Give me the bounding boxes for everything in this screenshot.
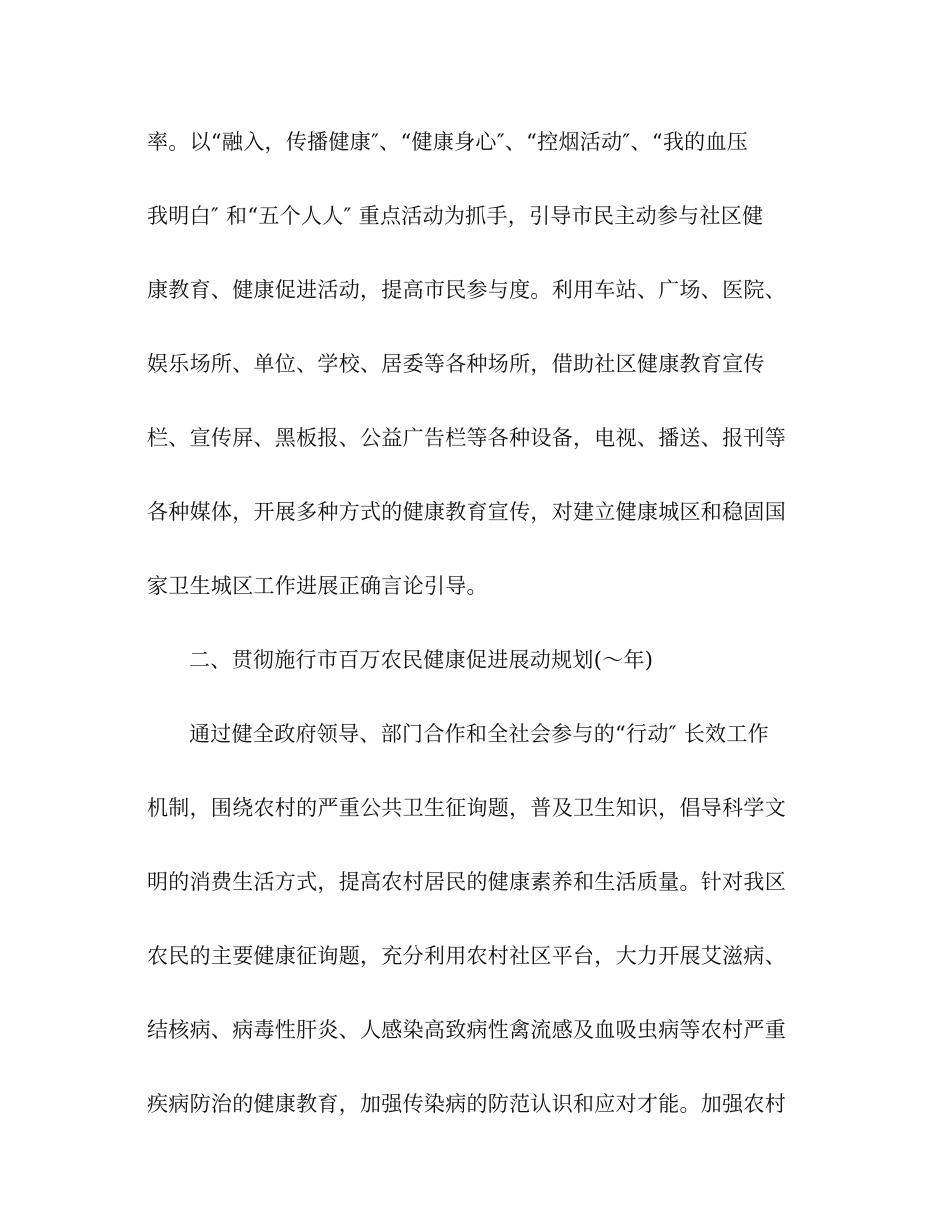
paragraph-first-line: 通过健全政府领导、部门合作和全社会参与的“行动″ 长效工作 [189,722,769,746]
text-line: 农民的主要健康征询题，充分利用农村社区平台，大力开展艾滋病、 [147,944,786,968]
text-line: 康教育、健康促进活动，提高市民参与度。利用车站、广场、医院、 [147,278,786,302]
section-heading: 二、贯彻施行市百万农民健康促进展动规划(～年) [189,648,654,672]
text-line: 家卫生城区工作进展正确言论引导。 [147,574,488,598]
text-line: 机制，围绕农村的严重公共卫生征询题，普及卫生知识，倡导科学文 [147,796,786,820]
text-line: 结核病、病毒性肝炎、人感染高致病性禽流感及血吸虫病等农村严重 [147,1018,786,1042]
text-line: 疾病防治的健康教育，加强传染病的防范认识和应对才能。加强农村 [147,1092,786,1116]
text-line: 明的消费生活方式，提高农村居民的健康素养和生活质量。针对我区 [147,870,786,894]
text-line: 娱乐场所、单位、学校、居委等各种场所，借助社区健康教育宣传 [147,352,765,376]
text-line: 各种媒体，开展多种方式的健康教育宣传，对建立健康城区和稳固国 [147,500,786,524]
text-line: 率。以“融入，传播健康″、“健康身心″、“控烟活动″、“我的血压 [147,130,749,154]
text-line: 我明白″ 和“五个人人″ 重点活动为抓手，引导市民主动参与社区健 [147,204,764,228]
text-line: 栏、宣传屏、黑板报、公益广告栏等各种设备，电视、播送、报刊等 [147,426,786,450]
